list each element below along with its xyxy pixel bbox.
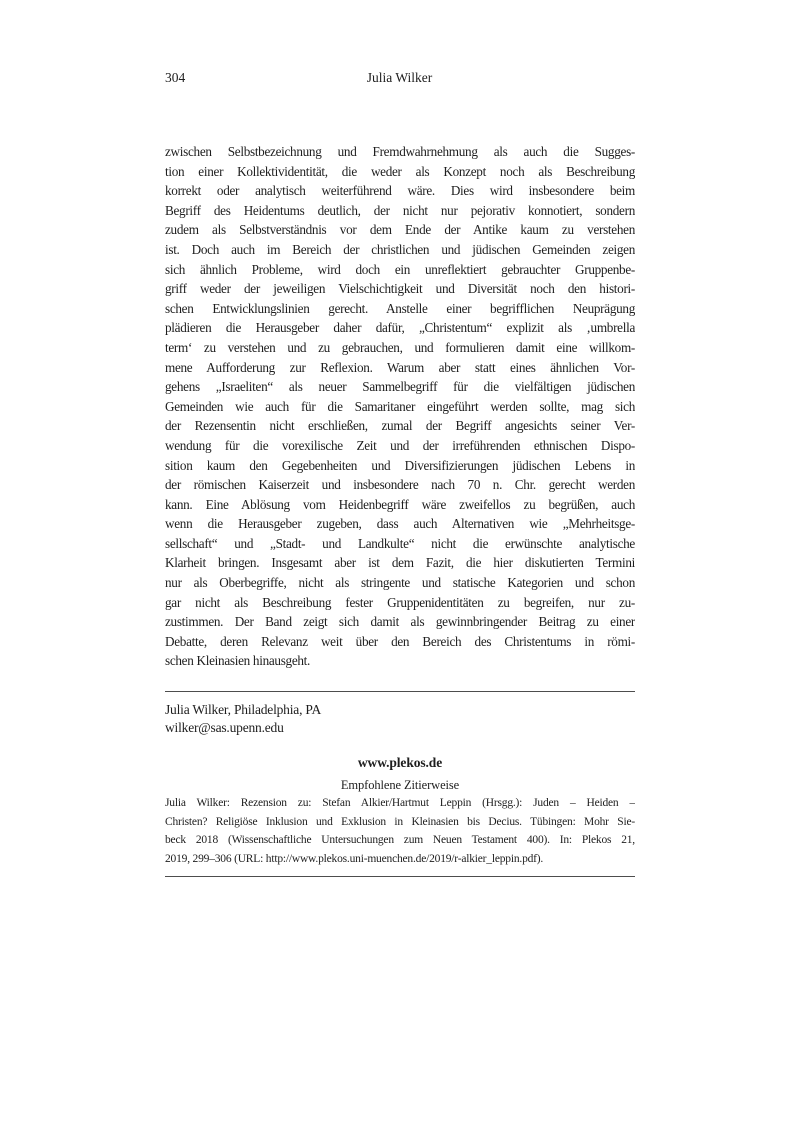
body-text-line: Debatte, deren Relevanz weit über den Bereich des Christentums in römi- <box>165 633 635 649</box>
body-text-line: der Rezensentin nicht erschließen, zumal der Begriff angesichts seiner Ver- <box>165 418 635 434</box>
body-text-line: gehens „Israeliten“ als neuer Sammelbegriff für die vielfältigen jüdischen <box>165 379 635 395</box>
body-text-line: plädieren die Herausgeber daher dafür, „Christentum“ explizit als ‚umbrella <box>165 320 635 336</box>
body-text-line: wenn die Herausgeber zugeben, dass auch Alternativen wie „Mehrheitsge- <box>165 516 635 532</box>
body-text-line: zwischen Selbstbezeichnung und Fremdwahrnehmung als auch die Sugges- <box>165 144 635 159</box>
body-text-line: ist. Doch auch im Bereich der christlichen und jüdischen Gemeinden zeigen <box>165 241 635 257</box>
separator-line-bottom <box>165 876 635 877</box>
body-text-line: wendung für die vorexilische Zeit und der irreführenden ethnischen Dispo- <box>165 437 635 453</box>
signature-block <box>165 701 635 738</box>
body-text-line: term‘ zu verstehen und zu gebrauchen, und formulieren damit eine willkom- <box>165 339 635 355</box>
citation-line: 2019, 299–306 (URL: http://www.plekos.uni-muenchen.de/2019/r-alkier_leppin.pdf). <box>165 852 544 865</box>
recommended-citation <box>165 794 635 868</box>
body-text-line: kann. Eine Ablösung vom Heidenbegriff wäre zweifellos zu begrüßen, auch <box>165 496 635 512</box>
body-text-line: gar nicht als Beschreibung fester Gruppenidentitäten zu begreifen, nur zu- <box>165 594 635 610</box>
citation-heading: Empfohlene Zitierweise <box>340 778 460 792</box>
body-text-line: tion einer Kollektividentität, die weder als Konzept noch als Beschreibung <box>165 163 635 179</box>
body-text-line: schen Kleinasien hinausgeht. <box>165 653 311 669</box>
body-text-line: Gemeinden wie auch für die Samaritaner eingeführt werden sollte, mag sich <box>165 398 635 414</box>
body-text-line: sellschaft“ und „Stadt- und Landkulte“ nicht die erwünschte analytische <box>165 535 635 551</box>
running-header <box>0 70 799 86</box>
body-text-line: Begriff des Heidentums deutlich, der nicht nur pejorativ konnotiert, sondern <box>165 202 635 218</box>
author-location-line: Julia Wilker, Philadelphia, PA <box>165 702 322 717</box>
body-text-line: korrekt oder analytisch weiterführend wäre. Dies wird insbesondere beim <box>165 183 635 199</box>
body-text-line: sition kaum den Gegebenheiten und Diversifizierungen jüdischen Lebens in <box>165 457 635 473</box>
body-text-line: mene Aufforderung zur Reflexion. Warum aber statt eines ähnlichen Vor- <box>165 359 635 375</box>
separator-line-top <box>165 691 635 692</box>
citation-line: Julia Wilker: Rezension zu: Stefan Alkier/Hartmut Leppin (Hrsgg.): Juden – Heiden – <box>165 797 635 809</box>
body-text-line: nur als Oberbegriffe, nicht als stringente und statische Kategorien und schon <box>165 575 635 591</box>
body-text-line: der römischen Kaiserzeit und insbesondere nach 70 n. Chr. gerecht werden <box>165 477 635 493</box>
author-email: wilker@sas.upenn.edu <box>165 720 284 736</box>
body-text-line: sich ähnlich Probleme, wird doch ein unreflektiert gebrauchter Gruppenbe- <box>165 261 635 277</box>
citation-line: beck 2018 (Wissenschaftliche Untersuchungen zum Neuen Testament 400). In: Plekos 21, <box>165 834 635 847</box>
body-text-line: schen Entwicklungslinien gerecht. Anstelle einer begrifflichen Neuprägung <box>165 300 635 316</box>
journal-website: www.plekos.de <box>357 755 443 770</box>
body-text-line: griff weder der jeweiligen Vielschichtigkeit und Diversität noch den histori- <box>165 281 635 297</box>
body-text-line: zustimmen. Der Band zeigt sich damit als gewinnbringender Beitrag zu einer <box>165 614 635 630</box>
body-text-line: Klarheit bringen. Insgesamt aber ist dem Fazit, die hier diskutierten Termini <box>165 555 635 571</box>
citation-line: Christen? Religiöse Inklusion und Exklusion in Kleinasien bis Decius. Tübingen: Mohr Sie- <box>165 815 635 828</box>
review-body-text <box>165 142 635 671</box>
body-text-line: zudem als Selbstverständnis vor dem Ende der Antike kaum zu verstehen <box>165 222 635 238</box>
running-head-author: Julia Wilker <box>366 70 433 85</box>
page-number: 304 <box>165 70 186 85</box>
